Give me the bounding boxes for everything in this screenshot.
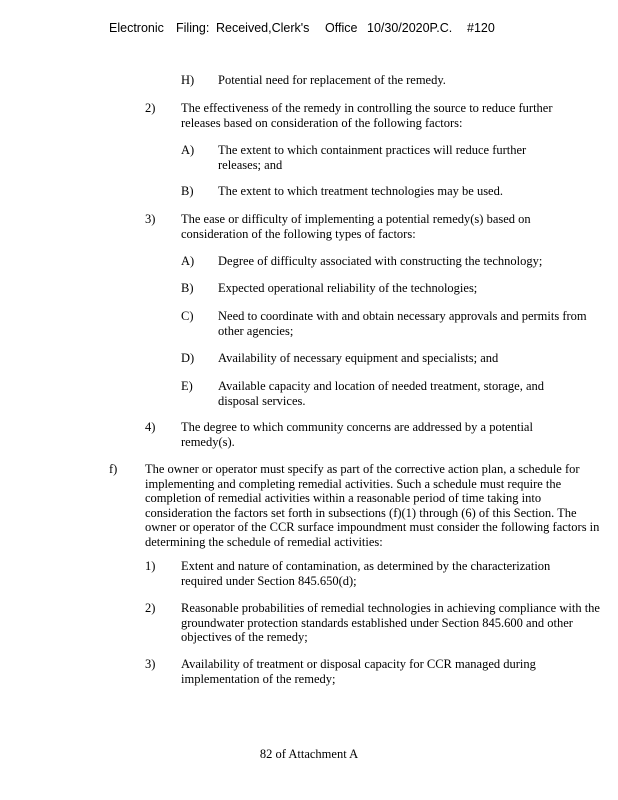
header-electronic: Electronic xyxy=(109,21,164,35)
item-label: 2) xyxy=(145,601,156,615)
item-label: 4) xyxy=(145,420,156,434)
item-label: C) xyxy=(181,309,194,323)
item-label: B) xyxy=(181,184,194,198)
header-number: #120 xyxy=(467,21,495,35)
item-text: The degree to which community concerns are addressed by a potential remedy(s). xyxy=(181,420,533,449)
item-text: Available capacity and location of needed treatment, storage, and disposal services. xyxy=(218,379,545,408)
item-text: Degree of difficulty associated with constructing the technology; xyxy=(218,254,543,268)
item-text: Expected operational reliability of the technologies; xyxy=(218,281,478,295)
item-text: Extent and nature of contamination, as determined by the characterization required under Section 845.650(d); xyxy=(181,559,551,588)
item-label: 3) xyxy=(145,657,156,671)
item-text: The ease or difficulty of implementing a potential remedy(s) based on consideration of the following types of factors: xyxy=(181,212,531,241)
header-filing: Filing: xyxy=(176,21,210,35)
item-label: A) xyxy=(181,143,195,157)
item-label: E) xyxy=(181,379,193,393)
item-text: Reasonable probabilities of remedial technologies in achieving compliance with the groundwater protection standards established under Section 845.600 and other objectives of the remedy; xyxy=(181,601,600,644)
item-text: The effectiveness of the remedy in controlling the source to reduce further releases based on consideration of the following factors: xyxy=(181,101,553,130)
item-text: Availability of necessary equipment and specialists; and xyxy=(218,351,499,365)
item-label: B) xyxy=(181,281,194,295)
item-label: f) xyxy=(109,462,118,476)
item-label: 2) xyxy=(145,101,156,115)
item-text: Potential need for replacement of the remedy. xyxy=(218,73,446,87)
item-label: D) xyxy=(181,351,195,365)
header-office: Office xyxy=(325,21,358,35)
item-text: Availability of treatment or disposal capacity for CCR managed during implementation of the remedy; xyxy=(181,657,536,686)
item-label: H) xyxy=(181,73,195,87)
item-label: 3) xyxy=(145,212,156,226)
item-text: Need to coordinate with and obtain necessary approvals and permits from other agencies; xyxy=(218,309,587,338)
header-received: Received,Clerk's xyxy=(216,21,310,35)
item-text: The extent to which treatment technologies may be used. xyxy=(218,184,503,198)
page-number: 82 of Attachment A xyxy=(259,747,359,761)
item-text: The owner or operator must specify as part of the corrective action plan, a schedule for implementing and completing remedial activities. Such a schedule must require the completion of remedial activities within a reasonable period of time taking into consideration the factors set forth in subsections (f)(1) through (6) of this Section. The owner or operator of the CCR surface impoundment must consider the following factors in determining the schedule of remedial activities: xyxy=(145,462,600,549)
item-text: The extent to which containment practices will reduce further releases; and xyxy=(218,143,527,172)
header-date: 10/30/2020P.C. xyxy=(367,21,453,35)
item-label: A) xyxy=(181,254,195,268)
item-label: 1) xyxy=(145,559,156,573)
